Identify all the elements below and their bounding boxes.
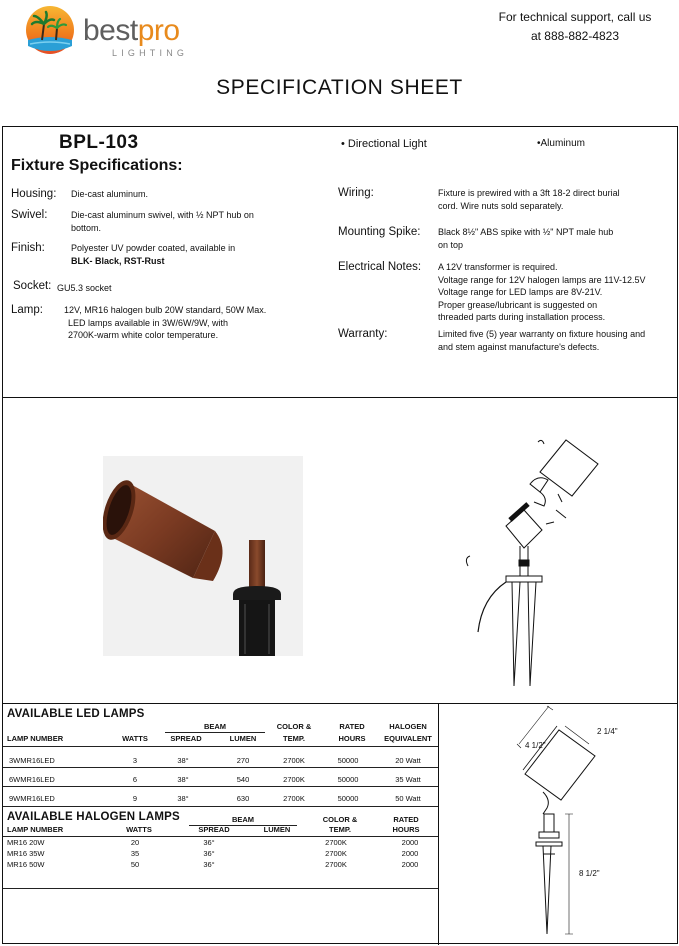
spec-value: Polyester UV powder coated, available in bbox=[71, 243, 236, 253]
spec-label: Mounting Spike: bbox=[338, 226, 421, 238]
cell-spread: 38° bbox=[177, 775, 189, 784]
col-header-equivalent: EQUIVALENT bbox=[384, 734, 432, 743]
col-header-lamp-number: LAMP NUMBER bbox=[7, 734, 64, 743]
support-line: For technical support, call us bbox=[498, 10, 652, 24]
col-header-watts: WATTS bbox=[126, 825, 152, 834]
spec-value: Fixture is prewired with a 3ft 18-2 direct burial bbox=[438, 188, 620, 198]
cell-watts: 9 bbox=[132, 794, 138, 803]
cell-spread: 38° bbox=[177, 756, 189, 765]
spec-value: cord. Wire nuts sold separately. bbox=[438, 200, 564, 211]
dim-head-width: 2 1/4" bbox=[597, 727, 618, 736]
cell-watts: 3 bbox=[132, 756, 138, 765]
spec-label: Finish: bbox=[11, 242, 45, 254]
col-header-beam: BEAM bbox=[203, 722, 227, 731]
led-lamps-title: AVAILABLE LED LAMPS bbox=[7, 708, 145, 720]
brand-tagline: LIGHTING bbox=[112, 48, 189, 58]
cell-hours: 2000 bbox=[401, 860, 419, 869]
support-phone: at 888-882-4823 bbox=[530, 29, 620, 43]
spec-value: Black 8½" ABS spike with ½" NPT male hub bbox=[438, 227, 614, 237]
col-header-color: COLOR & bbox=[276, 722, 312, 731]
cell-temp: 2700K bbox=[283, 794, 305, 803]
col-header-spread: SPREAD bbox=[170, 734, 202, 743]
cell-watts: 35 bbox=[130, 849, 140, 858]
cell-watts: 50 bbox=[130, 860, 140, 869]
spec-label: Warranty: bbox=[338, 328, 388, 340]
spec-value: 2700K-warm white color temperature. bbox=[68, 330, 219, 340]
model-number: BPL-103 bbox=[59, 132, 139, 153]
page-title: SPECIFICATION SHEET bbox=[216, 76, 463, 99]
cell-lamp: MR16 50W bbox=[7, 860, 45, 869]
spec-value: BLK- Black, RST-Rust bbox=[71, 255, 165, 266]
spec-value: LED lamps available in 3W/6W/9W, with bbox=[68, 317, 229, 328]
row-rule bbox=[3, 767, 438, 768]
spec-value: Voltage range for LED lamps are 8V-21V. bbox=[438, 287, 603, 297]
product-photo bbox=[103, 456, 303, 656]
cell-lamp: 6WMR16LED bbox=[9, 775, 55, 784]
col-header-lumen: LUMEN bbox=[263, 825, 291, 834]
cell-hours: 50000 bbox=[337, 794, 359, 803]
spec-value: Proper grease/lubricant is suggested on bbox=[438, 299, 598, 310]
feature-bullet: • Directional Light bbox=[341, 138, 427, 150]
col-header-rated: RATED bbox=[393, 815, 419, 824]
specifications-section bbox=[3, 127, 677, 397]
col-header-color: COLOR & bbox=[322, 815, 358, 824]
images-section bbox=[3, 398, 677, 703]
header-rule bbox=[3, 746, 438, 747]
spec-value: GU5.3 socket bbox=[57, 283, 112, 293]
palm-sun-logo-icon bbox=[24, 4, 78, 58]
cell-equivalent: 50 Watt bbox=[395, 794, 421, 803]
cell-spread: 36° bbox=[203, 860, 215, 869]
lamps-section bbox=[3, 704, 438, 945]
cell-lumen: 270 bbox=[236, 756, 250, 765]
cell-lamp: 3WMR16LED bbox=[9, 756, 55, 765]
cell-temp: 2700K bbox=[283, 756, 305, 765]
col-header-temp: TEMP. bbox=[329, 825, 351, 834]
row-rule bbox=[3, 806, 438, 807]
beam-rule bbox=[165, 732, 265, 733]
col-header-rated: RATED bbox=[339, 722, 365, 731]
cell-hours: 2000 bbox=[401, 849, 419, 858]
spec-value: threaded parts during installation process. bbox=[438, 312, 606, 322]
cell-watts: 20 bbox=[130, 838, 140, 847]
spec-value: Limited five (5) year warranty on fixture housing and bbox=[438, 329, 646, 339]
col-header-temp: TEMP. bbox=[283, 734, 305, 743]
cell-temp: 2700K bbox=[325, 849, 347, 858]
col-header-beam: BEAM bbox=[231, 815, 255, 824]
header-rule bbox=[3, 836, 438, 837]
cell-spread: 36° bbox=[203, 838, 215, 847]
cell-lumen: 540 bbox=[236, 775, 250, 784]
cell-lamp: MR16 35W bbox=[7, 849, 45, 858]
dim-overall-height: 8 1/2" bbox=[579, 869, 600, 878]
brand-name: bestpro bbox=[83, 14, 180, 47]
col-header-halogen: HALOGEN bbox=[389, 722, 427, 731]
dimension-diagram bbox=[439, 704, 677, 945]
spec-value: Voltage range for 12V halogen lamps are 11V-12.5V bbox=[438, 274, 646, 285]
halogen-lamps-title: AVAILABLE HALOGEN LAMPS bbox=[7, 811, 180, 823]
cell-lamp: 9WMR16LED bbox=[9, 794, 55, 803]
spec-label: Socket: bbox=[13, 280, 52, 292]
spec-label: Swivel: bbox=[11, 209, 48, 221]
dim-head-length: 4 1/2" bbox=[525, 741, 546, 750]
col-header-lamp-number: LAMP NUMBER bbox=[7, 825, 64, 834]
cell-equivalent: 20 Watt bbox=[395, 756, 421, 765]
bestpro-logo bbox=[24, 4, 224, 62]
spec-value: and stem against manufacture's defects. bbox=[438, 341, 600, 352]
spec-value: on top bbox=[438, 239, 464, 250]
spec-value: Die-cast aluminum swivel, with ½ NPT hub on bbox=[71, 210, 254, 220]
spec-value: Die-cast aluminum. bbox=[71, 189, 149, 199]
cell-lumen: 630 bbox=[236, 794, 250, 803]
fixture-exploded-diagram bbox=[458, 436, 618, 696]
support-info bbox=[485, 8, 665, 46]
spec-value: A 12V transformer is required. bbox=[438, 262, 558, 272]
spec-value: bottom. bbox=[71, 222, 102, 233]
cell-spread: 38° bbox=[177, 794, 189, 803]
col-header-hours: HOURS bbox=[338, 734, 366, 743]
specs-heading: Fixture Specifications: bbox=[11, 157, 183, 174]
cell-watts: 6 bbox=[132, 775, 138, 784]
cell-hours: 50000 bbox=[337, 775, 359, 784]
cell-hours: 50000 bbox=[337, 756, 359, 765]
header bbox=[0, 0, 679, 70]
spec-label: Wiring: bbox=[338, 187, 374, 199]
cell-hours: 2000 bbox=[401, 838, 419, 847]
dimension-drawing-section bbox=[439, 704, 677, 945]
col-header-hours: HOURS bbox=[392, 825, 420, 834]
spec-label: Lamp: bbox=[11, 304, 43, 316]
col-header-lumen: LUMEN bbox=[229, 734, 257, 743]
cell-lamp: MR16 20W bbox=[7, 838, 45, 847]
row-rule bbox=[3, 888, 438, 889]
cell-temp: 2700K bbox=[283, 775, 305, 784]
cell-spread: 36° bbox=[203, 849, 215, 858]
feature-bullet: •Aluminum bbox=[537, 138, 585, 149]
cell-equivalent: 35 Watt bbox=[395, 775, 421, 784]
col-header-spread: SPREAD bbox=[198, 825, 230, 834]
spec-frame bbox=[2, 126, 678, 944]
col-header-watts: WATTS bbox=[122, 734, 148, 743]
cell-temp: 2700K bbox=[325, 860, 347, 869]
spec-value: 12V, MR16 halogen bulb 20W standard, 50W Max. bbox=[64, 305, 267, 315]
spec-label: Housing: bbox=[11, 188, 57, 200]
cell-temp: 2700K bbox=[325, 838, 347, 847]
row-rule bbox=[3, 786, 438, 787]
spec-label: Electrical Notes: bbox=[338, 261, 422, 273]
